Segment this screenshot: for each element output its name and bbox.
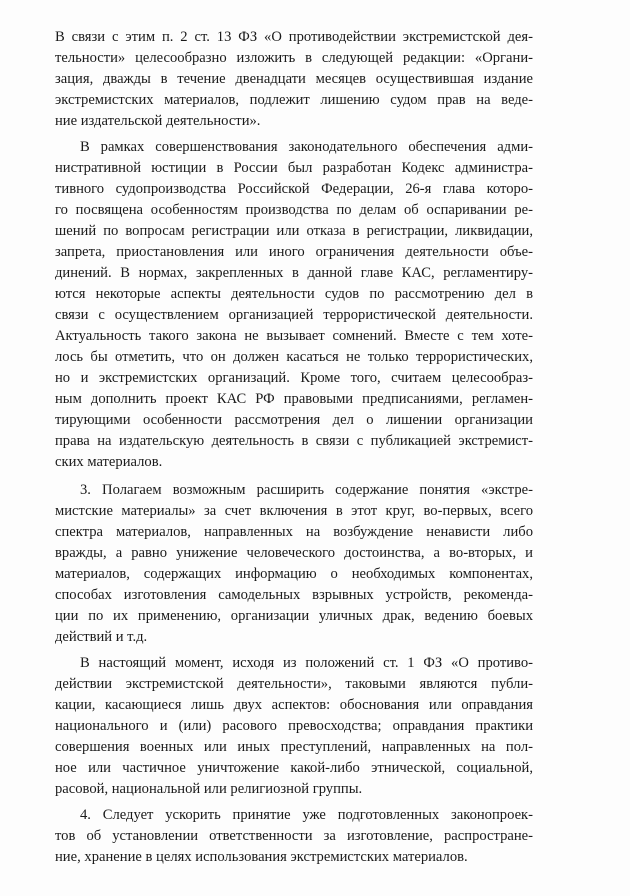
- text-line: но и экстремистских организаций. Кроме того, считаем целесообраз-: [55, 370, 533, 386]
- text-line: права на издательскую деятельность в связи с публикацией экстремист-: [55, 433, 533, 449]
- text-line: тельности» целесообразно изложить в следующей редакции: «Органи-: [55, 50, 533, 66]
- text-line: ние издательской деятельности».: [55, 113, 261, 129]
- text-line: вражды, а равно унижение человеческого достоинства, а во-вторых, и: [55, 545, 533, 561]
- text-line: действии экстремистской деятельности», таковыми являются публи-: [55, 676, 533, 692]
- text-line: мистские материалы» за счет включения в этот круг, во-первых, всего: [55, 503, 533, 519]
- text-line: кации, касающиеся лишь двух аспектов: обоснования или оправдания: [55, 697, 533, 713]
- text-line: 3. Полагаем возможным расширить содержание понятия «экстре-: [80, 482, 533, 498]
- text-line: спектра материалов, направленных на возбуждение ненависти либо: [55, 524, 533, 540]
- text-line: го посвящена особенностям производства по делам об оспаривании ре-: [55, 202, 533, 218]
- text-line: ние, хранение в целях использования экстремистских материалов.: [55, 849, 468, 865]
- text-line: 4. Следует ускорить принятие уже подготовленных законопроек-: [80, 807, 533, 823]
- text-line: ции по их применению, организации уличных драк, ведению боевых: [55, 608, 533, 624]
- text-line: ются некоторые аспекты деятельности судов по рассмотрению дел в: [55, 286, 533, 302]
- text-line: связи с осуществлением организацией террористической деятельности.: [55, 307, 533, 323]
- text-line: В рамках совершенствования законодательного обеспечения адми-: [80, 139, 533, 155]
- text-line: ным дополнить проект КАС РФ правовыми предписаниями, регламен-: [55, 391, 533, 407]
- text-line: тивного судопроизводства Российской Федерации, 26-я глава которо-: [55, 181, 533, 197]
- text-line: ских материалов.: [55, 454, 163, 470]
- text-line: тов об установлении ответственности за изготовление, распростране-: [55, 828, 533, 844]
- text-line: лось бы отметить, что он должен касаться не только террористических,: [55, 349, 533, 365]
- text-line: способах изготовления самодельных взрывных устройств, рекоменда-: [55, 587, 533, 603]
- text-line: экстремистских материалов, подлежит лишению судом прав на веде-: [55, 92, 533, 108]
- text-line: В связи с этим п. 2 ст. 13 ФЗ «О противодействии экстремистской дея-: [55, 29, 533, 45]
- text-line: действий и т.д.: [55, 629, 148, 645]
- text-line: расовой, национальной или религиозной группы.: [55, 781, 363, 797]
- text-line: ное или частичное уничтожение какой-либо этнической, социальной,: [55, 760, 533, 776]
- text-line: зация, дважды в течение двенадцати месяцев осуществившая издание: [55, 71, 533, 87]
- text-line: В настоящий момент, исходя из положений ст. 1 ФЗ «О противо-: [80, 655, 533, 671]
- text-line: шений по вопросам регистрации или отказа в регистрации, ликвидации,: [55, 223, 533, 239]
- text-line: динений. В нормах, закрепленных в данной главе КАС, регламентиру-: [55, 265, 533, 281]
- text-line: тирующими особенности рассмотрения дел о лишении организации: [55, 412, 533, 428]
- text-line: Актуальность такого закона не вызывает сомнений. Вместе с тем хоте-: [55, 328, 533, 344]
- text-line: запрета, приостановления или иного ограничения деятельности объе-: [55, 244, 533, 260]
- text-line: нистративной юстиции в России был разработан Кодекс администра-: [55, 160, 533, 176]
- text-line: национального и (или) расового превосходства; оправдания практики: [55, 718, 533, 734]
- text-line: совершения военных или иных преступлений, направленных на пол-: [55, 739, 533, 755]
- text-line: материалов, содержащих информацию о необходимых компонентах,: [55, 566, 533, 582]
